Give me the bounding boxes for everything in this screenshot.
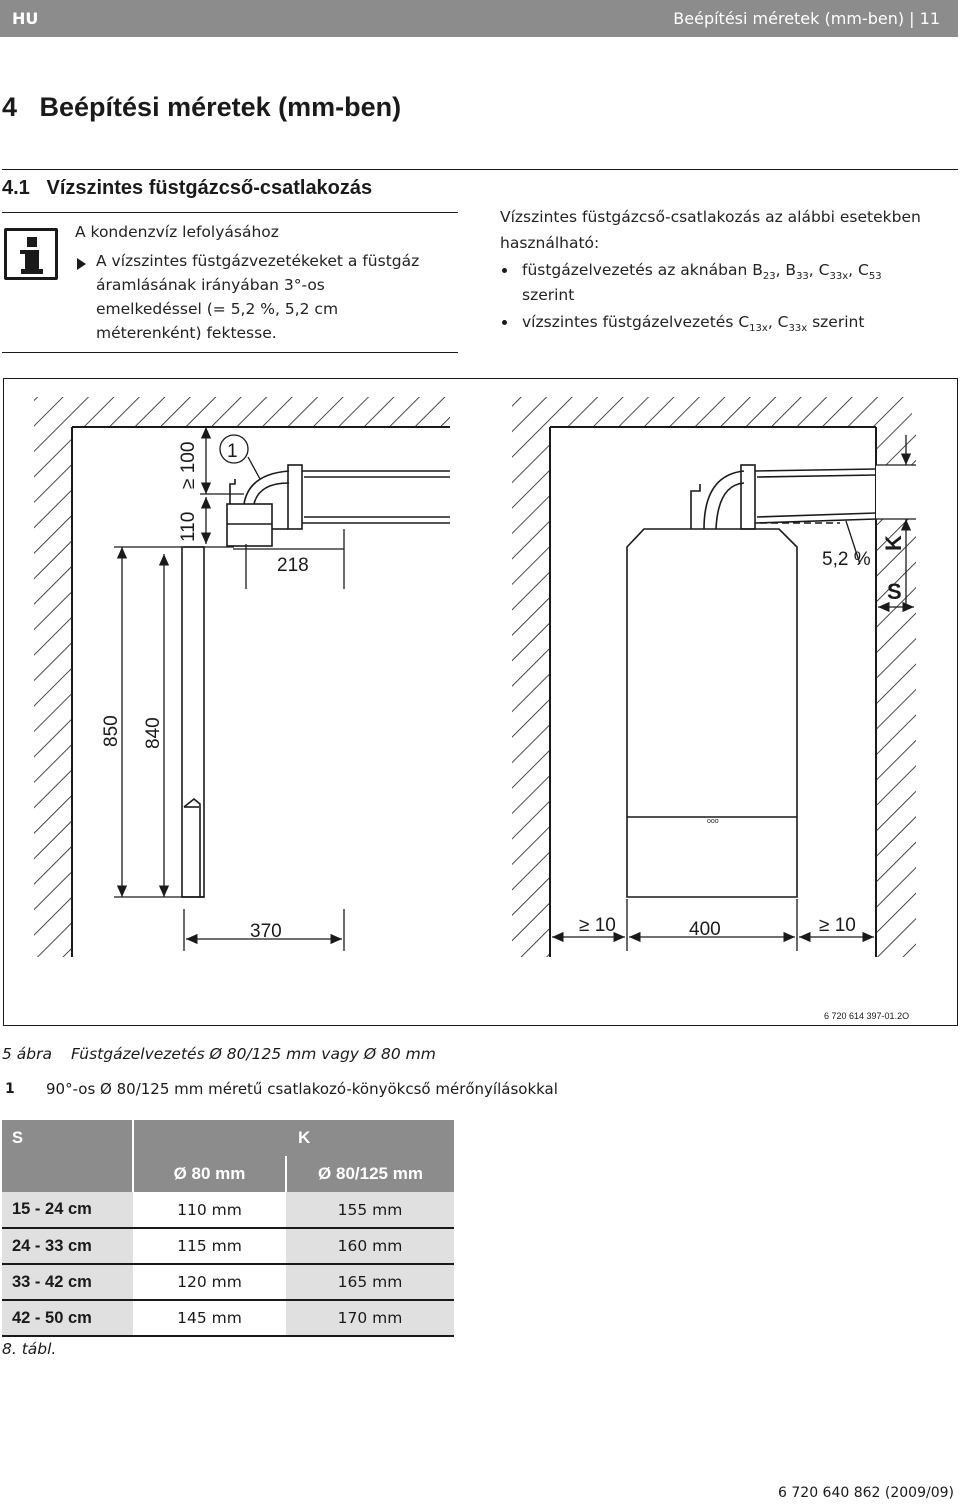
dim-370: 370	[250, 921, 282, 942]
note-intro: A kondenzvíz lefolyásához	[75, 223, 279, 241]
legend-text: 90°-os Ø 80/125 mm méretű csatlakozó-könyökcső mérőnyílásokkal	[46, 1080, 558, 1098]
table-row: 33 - 42 cm 120 mm 165 mm	[2, 1264, 454, 1300]
dim-min-10-left: ≥ 10	[579, 915, 616, 936]
table-subheader-blank	[2, 1156, 133, 1192]
boiler-side-view	[182, 465, 450, 897]
dim-850: 850	[101, 715, 122, 747]
bullet-1-text: füstgázelvezetés az aknában $B_{23}$, $B_{33}$, $C_{33x}$, $C_{53}$	[522, 261, 882, 283]
instruction-arrow-icon	[77, 258, 86, 270]
table-header-k: K	[133, 1120, 454, 1156]
table-row: 24 - 33 cm 115 mm 160 mm	[2, 1228, 454, 1264]
dim-s: S	[887, 579, 902, 604]
dim-400: 400	[689, 919, 721, 940]
note-line-4: méterenként) fektesse.	[96, 324, 277, 342]
panel-mark: ooo	[707, 818, 719, 825]
table-subheader-80-125: Ø 80/125 mm	[286, 1156, 454, 1192]
right-dimensions	[552, 435, 914, 951]
table-row: 15 - 24 cm 110 mm 155 mm	[2, 1192, 454, 1228]
section-rule	[2, 169, 958, 170]
slope-label: 5,2 %	[822, 549, 871, 570]
table-subheader-80: Ø 80 mm	[133, 1156, 286, 1192]
page-header	[0, 0, 958, 37]
bullet-icon	[502, 320, 507, 325]
installation-drawing	[3, 378, 958, 1026]
note-line-1: A vízszintes füstgázvezetékeket a füstgáz	[96, 252, 420, 270]
note-bottom-rule	[2, 352, 458, 353]
section-title: 4.1 Vízszintes füstgázcső-csatlakozás	[2, 177, 373, 199]
info-icon	[4, 228, 58, 280]
running-title: Beépítési méretek (mm-ben) | 11	[673, 9, 940, 28]
bullet-icon	[502, 268, 507, 273]
left-dimensions	[114, 427, 344, 951]
figure-reference: 6 720 614 397-01.2O	[824, 1011, 910, 1021]
dim-218: 218	[277, 555, 309, 576]
bullet-1-line2: szerint	[522, 286, 575, 304]
note-line-2: áramlásának irányában 3°-os	[96, 276, 325, 294]
right-wall-hatching	[512, 397, 916, 957]
dim-k: K	[881, 535, 906, 551]
note-line-3: emelkedéssel (= 5,2 %, 5,2 cm	[96, 300, 339, 318]
table-caption: 8. tábl.	[2, 1340, 57, 1358]
figure-caption: Füstgázelvezetés Ø 80/125 mm vagy Ø 80 mm	[71, 1045, 436, 1063]
callout-1-label: 1	[227, 441, 238, 462]
note-top-rule	[2, 212, 458, 213]
legend-number: 1	[5, 1081, 15, 1097]
applicability-line-1: Vízszintes füstgázcső-csatlakozás az alábbi esetekben	[500, 208, 921, 226]
figure-number: 5 ábra	[2, 1045, 52, 1063]
left-wall-hatching	[34, 397, 450, 957]
dim-110: 110	[178, 511, 199, 542]
callout-1	[220, 435, 260, 479]
dim-840: 840	[143, 717, 164, 749]
table-header-s: S	[2, 1120, 133, 1156]
boiler-front-view	[627, 465, 876, 897]
applicability-line-2: használható:	[500, 234, 600, 252]
chapter-title: 4 Beépítési méretek (mm-ben)	[2, 92, 402, 122]
document-number: 6 720 640 862 (2009/09)	[778, 1485, 954, 1501]
dim-min-10-right: ≥ 10	[819, 915, 856, 936]
dim-min-100: ≥ 100	[178, 441, 199, 489]
table-row: 42 - 50 cm 145 mm 170 mm	[2, 1300, 454, 1336]
bullet-2-text: vízszintes füstgázelvezetés $C_{13x}$, $C_{33x}$ szerint	[522, 313, 865, 335]
dimension-table	[2, 1120, 454, 1337]
language-code: HU	[12, 9, 39, 28]
